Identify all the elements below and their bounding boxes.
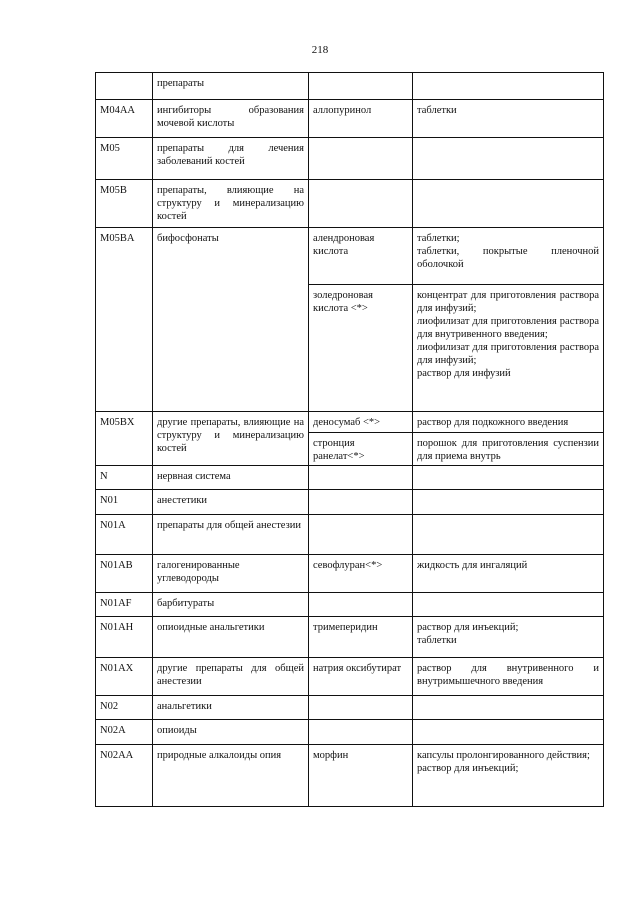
group-name-cell: ингибиторы образования мочевой кислоты — [153, 100, 309, 138]
dosage-form-cell: таблетки — [413, 100, 604, 138]
group-name-cell: опиоиды — [153, 720, 309, 745]
group-name-cell: анестетики — [153, 490, 309, 515]
dosage-form-cell: таблетки; таблетки, покрытые пленочной оболочкой — [413, 228, 604, 285]
dosage-form-cell: раствор для внутривенного и внутримышечного введения — [413, 658, 604, 696]
drug-name-cell: натрия оксибутират — [309, 658, 413, 696]
table-row — [96, 100, 604, 138]
atc-code-cell: N02A — [96, 720, 153, 745]
group-name-cell: препараты — [153, 73, 309, 100]
atc-code-cell: N01AX — [96, 658, 153, 696]
drug-name-cell: морфин — [309, 745, 413, 807]
table-body — [96, 73, 604, 807]
dosage-form-cell — [413, 515, 604, 555]
group-name-cell: препараты для общей анестезии — [153, 515, 309, 555]
group-name-cell: препараты, влияющие на структуру и минерализацию костей — [153, 180, 309, 228]
drug-name-cell — [309, 593, 413, 617]
group-name-cell: анальгетики — [153, 696, 309, 720]
group-name-cell: препараты для лечения заболеваний костей — [153, 138, 309, 180]
table-row — [96, 180, 604, 228]
dosage-form-cell — [413, 593, 604, 617]
group-name-cell: галогенированные углеводороды — [153, 555, 309, 593]
table-row — [96, 555, 604, 593]
table-row — [96, 466, 604, 490]
dosage-form-cell: раствор для подкожного введения — [413, 412, 604, 433]
drug-name-cell: деносумаб <*> — [309, 412, 413, 433]
atc-code-cell: M05BX — [96, 412, 153, 466]
drug-name-cell — [309, 73, 413, 100]
dosage-form-cell — [413, 696, 604, 720]
dosage-form-cell: порошок для приготовления суспензии для приема внутрь — [413, 433, 604, 466]
atc-code-cell: N01AF — [96, 593, 153, 617]
drug-name-cell: аллопуринол — [309, 100, 413, 138]
group-name-cell: барбитураты — [153, 593, 309, 617]
atc-code-cell: N01A — [96, 515, 153, 555]
atc-code-cell: M04AA — [96, 100, 153, 138]
dosage-form-cell — [413, 466, 604, 490]
drug-name-cell: стронция ранелат<*> — [309, 433, 413, 466]
dosage-form-cell: раствор для инъекций; таблетки — [413, 617, 604, 658]
table-row — [96, 138, 604, 180]
table-row — [96, 73, 604, 100]
table-row — [96, 720, 604, 745]
atc-code-cell: N02AA — [96, 745, 153, 807]
drug-name-cell — [309, 696, 413, 720]
group-name-cell: другие препараты для общей анестезии — [153, 658, 309, 696]
table-row — [96, 515, 604, 555]
table-row — [96, 745, 604, 807]
dosage-form-cell — [413, 180, 604, 228]
drug-name-cell — [309, 138, 413, 180]
table-row — [96, 412, 604, 433]
atc-code-cell: N01AH — [96, 617, 153, 658]
table-row — [96, 696, 604, 720]
table-row — [96, 228, 604, 285]
dosage-form-cell: концентрат для приготовления раствора для инфузий; лиофилизат для приготовления раствора для внутривенного введения; лиофилизат для приготовления раствора для инфузий; раствор для инфузий — [413, 285, 604, 412]
atc-code-cell: N01AB — [96, 555, 153, 593]
drug-name-cell — [309, 180, 413, 228]
group-name-cell: опиоидные анальгетики — [153, 617, 309, 658]
page-number: 218 — [311, 44, 329, 56]
atc-code-cell: N02 — [96, 696, 153, 720]
dosage-form-cell — [413, 138, 604, 180]
drug-list-table — [95, 72, 604, 807]
drug-name-cell: золедроновая кислота <*> — [309, 285, 413, 412]
atc-code-cell: N — [96, 466, 153, 490]
atc-code-cell: M05B — [96, 180, 153, 228]
table-row — [96, 490, 604, 515]
drug-name-cell: алендроновая кислота — [309, 228, 413, 285]
dosage-form-cell — [413, 73, 604, 100]
table-row — [96, 593, 604, 617]
dosage-form-cell: жидкость для ингаляций — [413, 555, 604, 593]
table-row — [96, 658, 604, 696]
drug-name-cell: тримеперидин — [309, 617, 413, 658]
drug-name-cell — [309, 466, 413, 490]
drug-name-cell — [309, 720, 413, 745]
drug-name-cell — [309, 515, 413, 555]
table-row — [96, 617, 604, 658]
dosage-form-cell — [413, 720, 604, 745]
group-name-cell: другие препараты, влияющие на структуру и минерализацию костей — [153, 412, 309, 466]
group-name-cell: бифосфонаты — [153, 228, 309, 412]
group-name-cell: нервная система — [153, 466, 309, 490]
dosage-form-cell — [413, 490, 604, 515]
atc-code-cell: M05 — [96, 138, 153, 180]
group-name-cell: природные алкалоиды опия — [153, 745, 309, 807]
atc-code-cell: M05BA — [96, 228, 153, 412]
drug-name-cell: севофлуран<*> — [309, 555, 413, 593]
atc-code-cell: N01 — [96, 490, 153, 515]
atc-code-cell — [96, 73, 153, 100]
drug-name-cell — [309, 490, 413, 515]
dosage-form-cell: капсулы пролонгированного действия; раствор для инъекций; — [413, 745, 604, 807]
